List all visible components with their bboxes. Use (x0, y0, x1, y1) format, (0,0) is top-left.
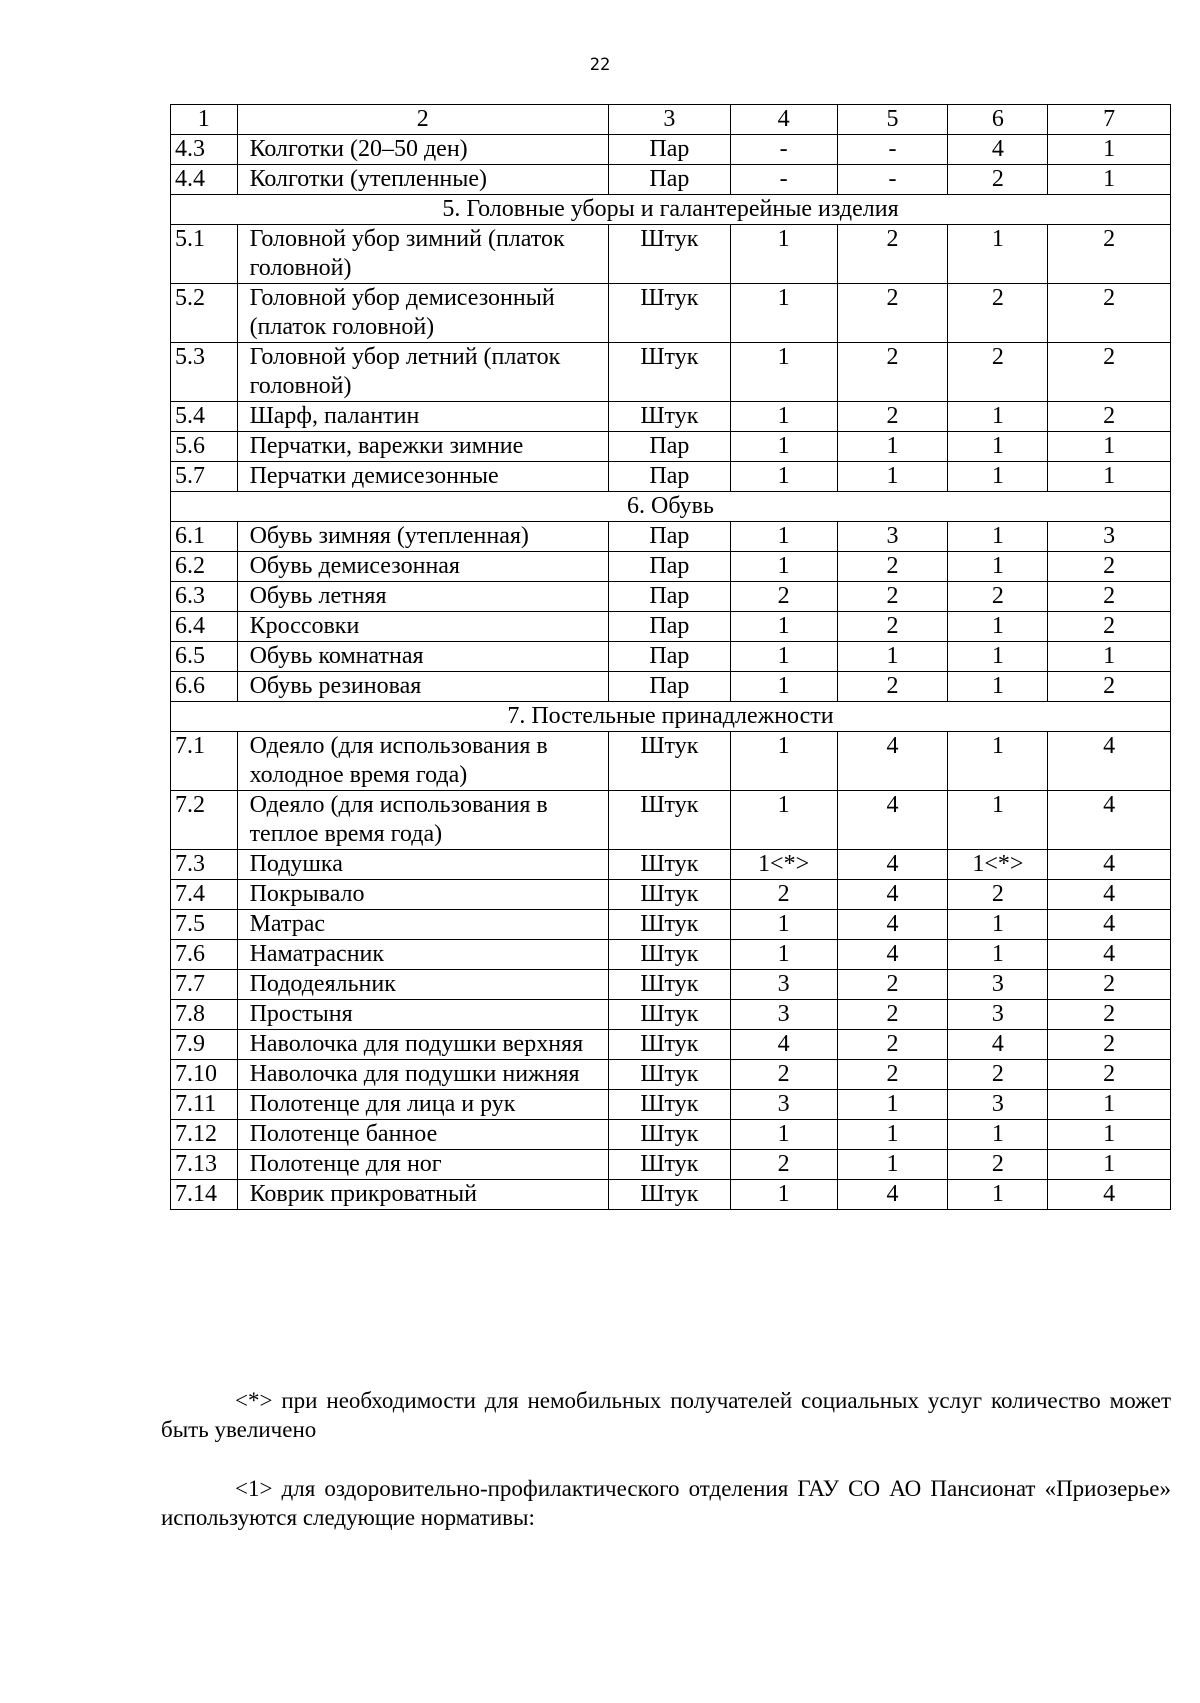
value-col6: 4 (948, 135, 1048, 165)
item-number: 5.1 (171, 225, 238, 284)
item-number: 7.8 (171, 1000, 238, 1030)
table-row (171, 402, 1171, 432)
value-col6: 1 (948, 612, 1048, 642)
value-col4: 1 (730, 612, 837, 642)
value-col6: 2 (948, 582, 1048, 612)
value-col6: 2 (948, 343, 1048, 402)
value-col7: 2 (1048, 612, 1171, 642)
header-cell: 4 (730, 105, 837, 135)
value-col5: - (837, 135, 948, 165)
unit: Штук (609, 1000, 731, 1030)
value-col4: 1 (730, 402, 837, 432)
unit: Пар (609, 462, 731, 492)
section-title: 7. Постельные принадлежности (171, 702, 1171, 732)
value-col6: 2 (948, 1150, 1048, 1180)
table-row (171, 850, 1171, 880)
value-col7: 1 (1048, 165, 1171, 195)
header-cell: 6 (948, 105, 1048, 135)
item-number: 7.3 (171, 850, 238, 880)
value-col7: 2 (1048, 402, 1171, 432)
value-col4: 2 (730, 582, 837, 612)
value-col7: 2 (1048, 284, 1171, 343)
value-col6: 1 (948, 225, 1048, 284)
value-col6: 1 (948, 672, 1048, 702)
unit: Пар (609, 165, 731, 195)
item-name: Одеяло (для использования в холодное время года) (237, 732, 608, 791)
value-col5: 2 (837, 552, 948, 582)
table-row (171, 343, 1171, 402)
header-cell: 1 (171, 105, 238, 135)
table-row (171, 432, 1171, 462)
value-col7: 3 (1048, 522, 1171, 552)
value-col4: 2 (730, 1150, 837, 1180)
value-col5: 1 (837, 642, 948, 672)
value-col7: 1 (1048, 135, 1171, 165)
item-number: 5.4 (171, 402, 238, 432)
item-name: Наволочка для подушки нижняя (237, 1060, 608, 1090)
header-cell: 7 (1048, 105, 1171, 135)
item-number: 5.6 (171, 432, 238, 462)
value-col5: 1 (837, 462, 948, 492)
table-header-row (171, 105, 1171, 135)
item-name: Обувь демисезонная (237, 552, 608, 582)
section-title: 5. Головные уборы и галантерейные изделия (171, 195, 1171, 225)
value-col5: 2 (837, 402, 948, 432)
header-cell: 2 (237, 105, 608, 135)
value-col4: 1 (730, 672, 837, 702)
value-col7: 4 (1048, 1180, 1171, 1210)
value-col6: 3 (948, 1000, 1048, 1030)
value-col7: 4 (1048, 791, 1171, 850)
item-name: Перчатки, варежки зимние (237, 432, 608, 462)
value-col6: 1 (948, 522, 1048, 552)
unit: Пар (609, 642, 731, 672)
value-col4: 1 (730, 343, 837, 402)
norms-table-body (171, 105, 1171, 1210)
table-row (171, 642, 1171, 672)
unit: Штук (609, 1060, 731, 1090)
table-row (171, 462, 1171, 492)
item-number: 6.5 (171, 642, 238, 672)
value-col4: 3 (730, 970, 837, 1000)
unit: Пар (609, 552, 731, 582)
table-row (171, 522, 1171, 552)
value-col6: 1<*> (948, 850, 1048, 880)
item-number: 7.5 (171, 910, 238, 940)
unit: Штук (609, 343, 731, 402)
item-number: 5.7 (171, 462, 238, 492)
item-name: Головной убор демисезонный (платок головной) (237, 284, 608, 343)
unit: Штук (609, 1090, 731, 1120)
item-name: Головной убор зимний (платок головной) (237, 225, 608, 284)
value-col6: 3 (948, 1090, 1048, 1120)
value-col5: 4 (837, 791, 948, 850)
value-col7: 2 (1048, 1030, 1171, 1060)
item-number: 7.11 (171, 1090, 238, 1120)
item-number: 6.6 (171, 672, 238, 702)
unit: Пар (609, 612, 731, 642)
unit: Штук (609, 1030, 731, 1060)
item-number: 6.1 (171, 522, 238, 552)
value-col4: 1 (730, 1180, 837, 1210)
item-name: Матрас (237, 910, 608, 940)
table-row (171, 1180, 1171, 1210)
unit: Штук (609, 791, 731, 850)
table-row (171, 1090, 1171, 1120)
value-col6: 1 (948, 432, 1048, 462)
table-row (171, 970, 1171, 1000)
value-col4: 1 (730, 1120, 837, 1150)
value-col6: 2 (948, 880, 1048, 910)
value-col5: 2 (837, 1060, 948, 1090)
unit: Штук (609, 402, 731, 432)
table-row (171, 940, 1171, 970)
value-col7: 2 (1048, 582, 1171, 612)
value-col6: 1 (948, 552, 1048, 582)
item-name: Покрывало (237, 880, 608, 910)
item-number: 7.4 (171, 880, 238, 910)
value-col5: 1 (837, 1120, 948, 1150)
value-col7: 1 (1048, 1090, 1171, 1120)
value-col6: 3 (948, 970, 1048, 1000)
item-name: Перчатки демисезонные (237, 462, 608, 492)
header-cell: 3 (609, 105, 731, 135)
value-col5: 2 (837, 343, 948, 402)
value-col6: 2 (948, 165, 1048, 195)
header-cell: 5 (837, 105, 948, 135)
table-row (171, 552, 1171, 582)
value-col6: 2 (948, 1060, 1048, 1090)
value-col4: 1 (730, 462, 837, 492)
item-name: Колготки (утепленные) (237, 165, 608, 195)
value-col5: 4 (837, 732, 948, 791)
item-name: Колготки (20–50 ден) (237, 135, 608, 165)
item-number: 7.10 (171, 1060, 238, 1090)
table-row (171, 672, 1171, 702)
item-name: Полотенце для ног (237, 1150, 608, 1180)
table-row (171, 1120, 1171, 1150)
item-number: 7.1 (171, 732, 238, 791)
table-row (171, 1000, 1171, 1030)
value-col6: 1 (948, 1180, 1048, 1210)
value-col5: 3 (837, 522, 948, 552)
item-name: Полотенце банное (237, 1120, 608, 1150)
table-row (171, 284, 1171, 343)
value-col4: 1 (730, 432, 837, 462)
value-col7: 2 (1048, 1060, 1171, 1090)
value-col5: 4 (837, 1180, 948, 1210)
unit: Штук (609, 970, 731, 1000)
value-col4: 1 (730, 642, 837, 672)
unit: Пар (609, 522, 731, 552)
value-col7: 2 (1048, 552, 1171, 582)
item-name: Одеяло (для использования в теплое время года) (237, 791, 608, 850)
value-col6: 1 (948, 402, 1048, 432)
value-col5: 4 (837, 850, 948, 880)
value-col5: 2 (837, 284, 948, 343)
value-col5: 2 (837, 970, 948, 1000)
item-number: 5.2 (171, 284, 238, 343)
item-name: Шарф, палантин (237, 402, 608, 432)
value-col7: 4 (1048, 850, 1171, 880)
unit: Штук (609, 1180, 731, 1210)
item-number: 4.4 (171, 165, 238, 195)
section-row (171, 195, 1171, 225)
value-col4: 3 (730, 1000, 837, 1030)
unit: Штук (609, 1120, 731, 1150)
value-col5: - (837, 165, 948, 195)
value-col5: 1 (837, 1150, 948, 1180)
unit: Штук (609, 284, 731, 343)
value-col7: 4 (1048, 940, 1171, 970)
section-title: 6. Обувь (171, 492, 1171, 522)
table-row (171, 582, 1171, 612)
footnote-asterisk: <*> при необходимости для немобильных получателей социальных услуг количество может быть увеличено (161, 1388, 1171, 1442)
table-row (171, 910, 1171, 940)
item-name: Пододеяльник (237, 970, 608, 1000)
item-number: 6.2 (171, 552, 238, 582)
value-col5: 2 (837, 612, 948, 642)
value-col7: 4 (1048, 910, 1171, 940)
unit: Пар (609, 135, 731, 165)
value-col5: 4 (837, 880, 948, 910)
item-number: 4.3 (171, 135, 238, 165)
value-col4: - (730, 165, 837, 195)
value-col7: 2 (1048, 343, 1171, 402)
section-row (171, 702, 1171, 732)
value-col6: 1 (948, 462, 1048, 492)
value-col7: 2 (1048, 1000, 1171, 1030)
table-row (171, 135, 1171, 165)
value-col6: 1 (948, 910, 1048, 940)
value-col7: 2 (1048, 225, 1171, 284)
table-row (171, 880, 1171, 910)
table-row (171, 732, 1171, 791)
value-col4: 1 (730, 522, 837, 552)
value-col5: 2 (837, 225, 948, 284)
item-name: Обувь резиновая (237, 672, 608, 702)
value-col6: 1 (948, 940, 1048, 970)
item-name: Обувь зимняя (утепленная) (237, 522, 608, 552)
section-row (171, 492, 1171, 522)
table-row (171, 791, 1171, 850)
value-col5: 2 (837, 582, 948, 612)
table-row (171, 225, 1171, 284)
value-col7: 1 (1048, 432, 1171, 462)
value-col4: 1 (730, 791, 837, 850)
value-col5: 4 (837, 940, 948, 970)
value-col4: 1 (730, 910, 837, 940)
item-number: 6.3 (171, 582, 238, 612)
value-col5: 4 (837, 910, 948, 940)
item-name: Головной убор летний (платок головной) (237, 343, 608, 402)
unit: Штук (609, 732, 731, 791)
value-col4: - (730, 135, 837, 165)
value-col4: 1 (730, 940, 837, 970)
item-name: Обувь комнатная (237, 642, 608, 672)
page-number: 22 (589, 55, 611, 75)
unit: Штук (609, 910, 731, 940)
item-name: Наволочка для подушки верхняя (237, 1030, 608, 1060)
item-number: 7.12 (171, 1120, 238, 1150)
value-col7: 1 (1048, 462, 1171, 492)
item-number: 7.7 (171, 970, 238, 1000)
item-name: Полотенце для лица и рук (237, 1090, 608, 1120)
value-col6: 1 (948, 1120, 1048, 1150)
item-name: Обувь летняя (237, 582, 608, 612)
value-col4: 4 (730, 1030, 837, 1060)
item-number: 7.9 (171, 1030, 238, 1060)
value-col7: 1 (1048, 1120, 1171, 1150)
value-col6: 1 (948, 791, 1048, 850)
unit: Штук (609, 850, 731, 880)
value-col4: 1 (730, 732, 837, 791)
unit: Пар (609, 582, 731, 612)
table-row (171, 612, 1171, 642)
value-col7: 1 (1048, 642, 1171, 672)
value-col4: 1 (730, 552, 837, 582)
item-number: 7.6 (171, 940, 238, 970)
unit: Штук (609, 940, 731, 970)
norms-table (170, 104, 1171, 1210)
value-col4: 1 (730, 284, 837, 343)
value-col5: 1 (837, 432, 948, 462)
value-col4: 2 (730, 1060, 837, 1090)
value-col6: 4 (948, 1030, 1048, 1060)
unit: Штук (609, 880, 731, 910)
footnotes (161, 1386, 1171, 1532)
item-number: 5.3 (171, 343, 238, 402)
value-col7: 2 (1048, 970, 1171, 1000)
item-name: Кроссовки (237, 612, 608, 642)
value-col4: 1 (730, 225, 837, 284)
item-name: Наматрасник (237, 940, 608, 970)
item-number: 7.13 (171, 1150, 238, 1180)
value-col6: 1 (948, 642, 1048, 672)
value-col4: 1<*> (730, 850, 837, 880)
table-row (171, 165, 1171, 195)
value-col7: 4 (1048, 880, 1171, 910)
value-col7: 2 (1048, 672, 1171, 702)
item-number: 7.2 (171, 791, 238, 850)
table-row (171, 1150, 1171, 1180)
value-col7: 1 (1048, 1150, 1171, 1180)
value-col6: 2 (948, 284, 1048, 343)
value-col5: 2 (837, 1000, 948, 1030)
unit: Пар (609, 672, 731, 702)
unit: Штук (609, 1150, 731, 1180)
unit: Штук (609, 225, 731, 284)
table-row (171, 1060, 1171, 1090)
value-col7: 4 (1048, 732, 1171, 791)
item-name: Коврик прикроватный (237, 1180, 608, 1210)
table-row (171, 1030, 1171, 1060)
footnote-one: <1> для оздоровительно-профилактического отделения ГАУ СО АО Пансионат «Приозерье» используются следующие нормативы: (161, 1476, 1171, 1530)
item-number: 6.4 (171, 612, 238, 642)
value-col5: 1 (837, 1090, 948, 1120)
value-col5: 2 (837, 1030, 948, 1060)
value-col5: 2 (837, 672, 948, 702)
unit: Пар (609, 432, 731, 462)
value-col4: 3 (730, 1090, 837, 1120)
value-col6: 1 (948, 732, 1048, 791)
value-col4: 2 (730, 880, 837, 910)
item-name: Простыня (237, 1000, 608, 1030)
item-number: 7.14 (171, 1180, 238, 1210)
item-name: Подушка (237, 850, 608, 880)
